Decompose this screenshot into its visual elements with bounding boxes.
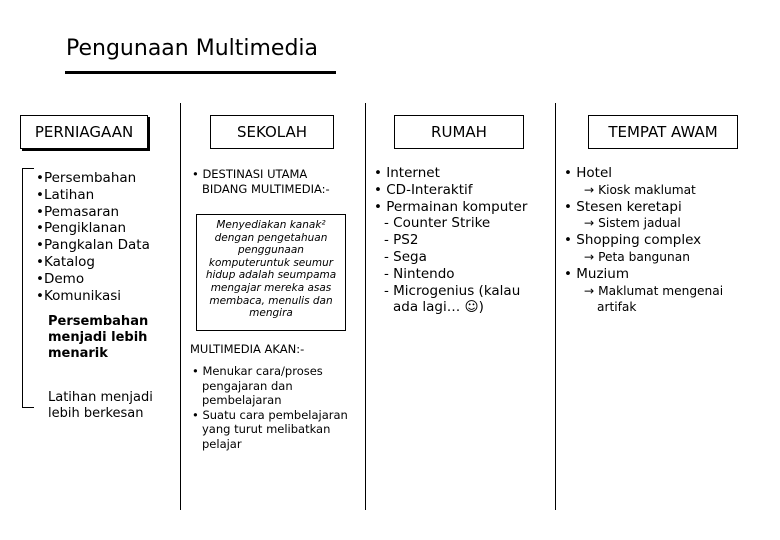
- sekolah-point-1-cont: pengajaran dan pembelajaran: [202, 378, 293, 407]
- column-divider-1: [180, 103, 181, 510]
- list-item: - PS2: [384, 232, 419, 249]
- header-sekolah: SEKOLAH: [210, 115, 334, 149]
- list-item: • Persembahan: [36, 170, 150, 187]
- list-item: • Komunikasi: [36, 288, 150, 305]
- list-item: • Permainan komputer: [374, 198, 528, 215]
- list-item: • Stesen keretapi: [564, 198, 682, 215]
- perniagaan-list: [36, 170, 150, 304]
- list-item: • Pemasaran: [36, 204, 150, 221]
- list-item: - Microgenius (kalau: [384, 282, 521, 299]
- title-underline: [65, 71, 336, 74]
- list-item: • Internet: [374, 165, 440, 181]
- list-item: • Muzium: [564, 265, 630, 282]
- sekolah-bullet-1: [192, 167, 330, 196]
- sekolah-point-2: • Suatu cara pembelajaran: [192, 407, 348, 422]
- sekolah-akan-label: MULTIMEDIA AKAN:-: [190, 342, 305, 356]
- list-item: - Nintendo: [384, 265, 455, 282]
- header-rumah: RUMAH: [394, 115, 524, 149]
- list-item: • Pangkalan Data: [36, 237, 150, 254]
- perniagaan-bracket-line: [22, 168, 24, 408]
- list-item: - Sega: [384, 248, 427, 265]
- header-perniagaan: PERNIAGAAN: [20, 115, 148, 149]
- list-item: • Latihan: [36, 187, 150, 204]
- list-item-sub: → Kiosk maklumat: [584, 182, 696, 197]
- sekolah-point-2-cont: yang turut melibatkan pelajar: [202, 422, 331, 451]
- column-divider-3: [555, 103, 556, 510]
- list-item: - Counter Strike: [384, 215, 491, 232]
- list-item: • CD-Interaktif: [374, 181, 473, 198]
- list-item: • Katalog: [36, 254, 150, 271]
- perniagaan-bracket-top: [22, 168, 34, 169]
- perniagaan-bracket-bottom: [22, 407, 34, 408]
- rumah-list: [374, 165, 527, 316]
- list-item: • Hotel: [564, 165, 613, 181]
- perniagaan-note-2: [44, 387, 169, 425]
- list-item: • Pengiklanan: [36, 220, 150, 237]
- perniagaan-note-1: Persembahan menjadi lebih menarik: [48, 314, 149, 361]
- list-item-sub: artifak: [597, 300, 637, 315]
- tempat-awam-list: [564, 165, 723, 316]
- list-item: ada lagi… ☺): [393, 299, 484, 316]
- list-item-sub: → Maklumat mengenai: [584, 283, 724, 298]
- note-2-text: Latihan menjadi lebih berkesan: [48, 390, 153, 421]
- page-title: Pengunaan Multimedia: [66, 36, 319, 61]
- list-item: • Demo: [36, 271, 150, 288]
- sekolah-bullet-1-line-1: • DESTINASI UTAMA: [192, 167, 308, 181]
- sekolah-point-1: • Menukar cara/proses: [192, 364, 323, 378]
- list-item-sub: → Peta bangunan: [584, 249, 690, 264]
- sekolah-bullet-1-line-2: BIDANG MULTIMEDIA:-: [202, 181, 330, 196]
- sekolah-quote-box: Menyediakan kanak² dengan pengetahuan penggunaan komputeruntuk seumur hidup adalah seumpama mengajar mereka asas membaca, menulis dan mengira: [196, 214, 346, 331]
- sekolah-points: [192, 364, 372, 451]
- list-item: • Shopping complex: [564, 232, 702, 249]
- list-item-sub: → Sistem jadual: [584, 216, 681, 231]
- header-tempat-awam: TEMPAT AWAM: [588, 115, 738, 149]
